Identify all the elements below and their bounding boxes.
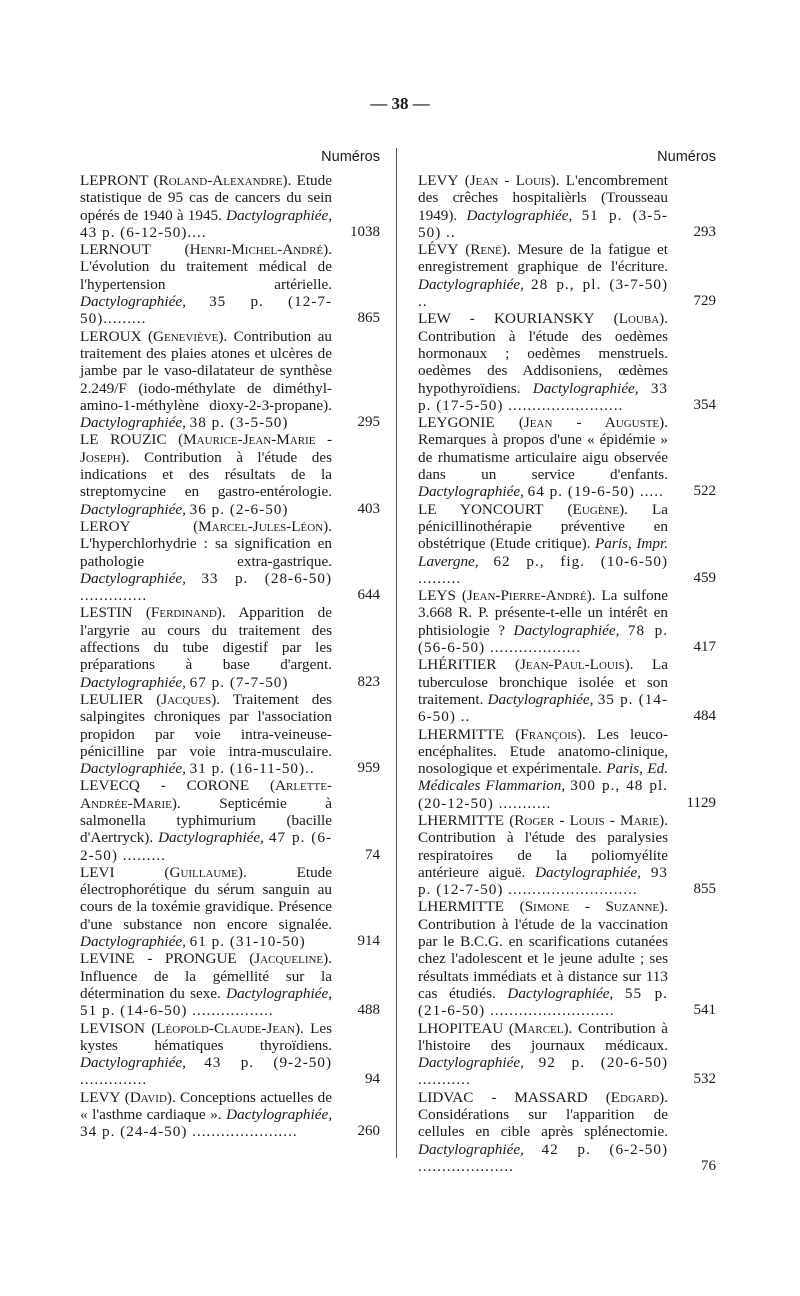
publication-info: Dactylographiée, bbox=[80, 569, 186, 587]
bibliography-entry bbox=[80, 864, 380, 950]
entry-details: 93 p. (12-7-50) ........................... bbox=[418, 863, 668, 899]
author-name: LEYGONIE bbox=[418, 414, 495, 432]
author-forenames: (Jacqueline). bbox=[249, 950, 333, 968]
bibliography-entry bbox=[418, 1089, 716, 1175]
entry-text: Remarques à propos d'une « épidémie » de rhumatisme articulaire aigu observée dans un service d'enfants. bbox=[418, 431, 668, 484]
entry-text: Contribution à l'étude des paralysies respiratoires de la poliomyélite antérieure aiguë. bbox=[418, 829, 668, 881]
publication-info: Dactylographiée, bbox=[418, 483, 524, 501]
entry-number: 484 bbox=[693, 708, 716, 725]
publication-info: Dactylographiée, bbox=[466, 206, 573, 224]
bibliography-entry bbox=[418, 1020, 716, 1089]
entry-number: 260 bbox=[357, 1123, 380, 1140]
author-forenames: (Guillaume). bbox=[164, 863, 247, 881]
entry-number: 417 bbox=[693, 639, 716, 656]
bibliography-entry bbox=[80, 172, 380, 241]
bibliography-entry bbox=[418, 587, 716, 656]
publication-info: Dactylographiée, bbox=[80, 933, 186, 951]
entry-text: Contribution à l'étude des oedèmes hormonaux ; oedèmes menstruels. oedèmes des Addisoniens, œdèmes hypothyroïdiens. bbox=[418, 327, 668, 397]
bibliography-entry bbox=[80, 950, 380, 1019]
entry-details: 38 p. (3-5-50) bbox=[189, 414, 289, 432]
entry-details: 33 p. (28-6-50) .............. bbox=[80, 569, 333, 605]
entry-text: L'encombrement des crêches hospitalièrls (Trousseau 1949). bbox=[418, 172, 669, 224]
entry-details: 28 p., pl. (3-7-50) .. bbox=[418, 275, 669, 311]
author-name: LEULIER bbox=[80, 690, 144, 708]
publication-info: Dactylographiée, bbox=[226, 1106, 333, 1124]
publication-info: Dactylographiée, bbox=[418, 1140, 524, 1158]
publication-info: Dactylographiée, bbox=[80, 293, 186, 311]
entry-text: Conceptions actuelles de « l'asthme cardiaque ». bbox=[80, 1088, 332, 1124]
bibliography-entry bbox=[80, 777, 380, 863]
entry-number: 94 bbox=[365, 1071, 380, 1088]
entry-number: 522 bbox=[693, 483, 716, 500]
author-name: LHÉRITIER bbox=[418, 656, 497, 674]
right-column bbox=[418, 145, 716, 1175]
author-name: LERNOUT bbox=[80, 241, 151, 259]
bibliography-entry bbox=[80, 1089, 380, 1141]
entry-number: 855 bbox=[693, 881, 716, 898]
entry-number: 541 bbox=[693, 1002, 716, 1019]
entry-number: 729 bbox=[693, 293, 716, 310]
publication-info: Dactylographiée, bbox=[507, 984, 614, 1002]
author-forenames: (Eugène). bbox=[567, 500, 628, 518]
entry-text: Traitement des salpingites chroniques par l'association propidon par voie intra-veineuse-pénicilline par voie intra-musculaire. bbox=[80, 690, 332, 760]
author-forenames: (Jean-Pierre-André). bbox=[461, 587, 596, 605]
bibliography-entry bbox=[418, 172, 716, 241]
author-name: LEROUX bbox=[80, 327, 142, 345]
entry-number: 1129 bbox=[686, 794, 716, 811]
author-name: LEYS bbox=[418, 587, 456, 605]
entry-text: Etude électrophorétique du sérum sanguin au cours de la toxémie gravidique. Présence d'une substance non encore signalée. bbox=[80, 863, 333, 933]
left-column-header: Numéros bbox=[321, 149, 380, 165]
publication-info: Dactylographiée, bbox=[80, 500, 186, 518]
entry-text: Septicémie à salmonella typhimurium (bacille d'Aertryck). bbox=[80, 794, 332, 847]
publication-info: Dactylographiée, bbox=[80, 760, 186, 778]
bibliography-entry bbox=[80, 241, 380, 327]
publication-info: Dactylographiée, bbox=[487, 690, 594, 708]
entry-text: L'hyperchlorhydrie : sa signification en pathologie extra-gastrique. bbox=[80, 535, 332, 570]
entry-details: 35 p. (14-6-50) .. bbox=[418, 690, 668, 726]
left-column bbox=[80, 145, 380, 1141]
author-name: LHERMITTE bbox=[418, 898, 505, 916]
author-name: LEVI bbox=[80, 863, 115, 881]
bibliography-entry bbox=[80, 691, 380, 777]
entry-number: 293 bbox=[693, 223, 716, 240]
publication-info: Dactylographiée, bbox=[532, 379, 639, 397]
entry-details: 51 p. (14-6-50) ................. bbox=[80, 1002, 274, 1020]
entry-number: 459 bbox=[693, 569, 716, 586]
entry-details: 61 p. (31-10-50) bbox=[189, 933, 306, 951]
entry-number: 1038 bbox=[350, 223, 380, 240]
bibliography-entry bbox=[418, 501, 716, 587]
author-name: LHOPITEAU bbox=[418, 1019, 504, 1037]
author-forenames: (Ferdinand). bbox=[145, 604, 226, 622]
author-forenames: (Jean - Louis). bbox=[464, 172, 560, 189]
entry-details: 31 p. (16-11-50).. bbox=[189, 760, 315, 778]
page-number: — 38 — bbox=[370, 94, 430, 113]
column-divider bbox=[396, 148, 397, 1158]
entry-text: La sulfone 3.668 R. P. présente-t-elle un intérêt en phtisiologie ? bbox=[418, 587, 669, 639]
bibliography-entry bbox=[80, 604, 380, 690]
author-name: LEROY bbox=[80, 517, 131, 535]
right-column-header: Numéros bbox=[657, 149, 716, 165]
entry-text: Contribution à l'étude de la vaccination par le B.C.G. en scarifications cutanées chez l'adolescent et le jeune adulte ; ses résultats immédiats et à distance sur 113 cas étudiés. bbox=[418, 915, 668, 1002]
bibliography-entry bbox=[418, 898, 716, 1019]
entry-details: 51 p. (3-5-50) .. bbox=[418, 206, 668, 241]
author-forenames: (Louba). bbox=[613, 310, 668, 328]
author-name: LÉVY bbox=[418, 241, 459, 259]
author-name: LEVECQ - CORONE bbox=[80, 777, 250, 795]
right-entries-list bbox=[418, 172, 716, 1175]
publication-info: Dactylographiée, bbox=[226, 984, 332, 1002]
entry-text: Considérations sur l'apparition de cellules en cible après splénectomie. bbox=[418, 1106, 668, 1141]
publication-info: Dactylographiée, bbox=[535, 863, 641, 881]
author-forenames: (Jacques). bbox=[156, 690, 221, 708]
entry-text: Contribution à l'histoire des journaux médicaux. bbox=[418, 1019, 668, 1054]
entry-number: 403 bbox=[357, 500, 380, 517]
entry-text: Influence de la gémellité sur la détermination du sexe. bbox=[80, 967, 332, 1002]
author-name: LHERMITTE bbox=[418, 725, 505, 743]
entry-details: 47 p. (6-2-50) ......... bbox=[80, 829, 333, 864]
author-name: LEVINE - PRONGUE bbox=[80, 950, 237, 968]
author-forenames: (Léopold-Claude-Jean). bbox=[151, 1019, 304, 1037]
publication-info: Dactylographiée, bbox=[418, 1054, 524, 1072]
entry-number: 76 bbox=[701, 1157, 716, 1174]
bibliography-entry bbox=[418, 414, 716, 500]
entry-details: 92 p. (20-6-50) ........... bbox=[418, 1054, 668, 1089]
publication-info: Dactylographiée, bbox=[513, 621, 620, 639]
author-forenames: (Arlette-Andrée-Marie). bbox=[80, 777, 332, 812]
bibliography-entry bbox=[418, 310, 716, 414]
bibliography-entry bbox=[418, 726, 716, 812]
entry-details: 35 p. (12-7-50)......... bbox=[80, 293, 332, 328]
bibliography-entry bbox=[80, 1020, 380, 1089]
publication-info: Dactylographiée, bbox=[80, 414, 186, 432]
entry-details: 62 p., fig. (10-6-50) ......... bbox=[418, 552, 669, 587]
entry-details: 67 p. (7-7-50) bbox=[189, 673, 289, 691]
author-forenames: (David). bbox=[124, 1088, 176, 1106]
entry-details: 34 p. (24-4-50) ...................... bbox=[80, 1123, 298, 1141]
entry-number: 488 bbox=[357, 1002, 380, 1019]
entry-details: 43 p. (6-12-50).... bbox=[80, 223, 207, 241]
entry-text: Etude statistique de 95 cas de cancers du sein opérés de 1940 à 1945. bbox=[80, 172, 332, 224]
entry-text: Mesure de la fatigue et enregistrement graphique de l'écriture. bbox=[418, 241, 669, 276]
entry-details: 36 p. (2-6-50) bbox=[189, 500, 289, 518]
entry-number: 959 bbox=[357, 760, 380, 777]
entry-details: 33 p. (17-5-50) ........................ bbox=[418, 379, 669, 414]
author-forenames: (Jean-Paul-Louis). bbox=[514, 656, 634, 674]
entry-details: 64 p. (19-6-50) ..... bbox=[527, 483, 664, 501]
entry-number: 644 bbox=[357, 587, 380, 604]
entry-details: 43 p. (9-2-50) .............. bbox=[80, 1054, 332, 1089]
bibliography-entry bbox=[80, 328, 380, 432]
author-forenames: (Simone - Suzanne). bbox=[519, 898, 668, 916]
author-forenames: (Henri-Michel-André). bbox=[184, 241, 332, 259]
entry-text: Les kystes hématiques thyroïdiens. bbox=[80, 1019, 333, 1054]
author-forenames: (Marcel). bbox=[508, 1019, 573, 1037]
author-name: LHERMITTE bbox=[418, 811, 505, 829]
author-forenames: (Maurice-Jean-Marie - Joseph). bbox=[80, 431, 332, 466]
publication-info: Dactylographiée, bbox=[80, 1054, 186, 1072]
entry-details: 300 p., 48 pl. (20-12-50) ........... bbox=[418, 777, 668, 812]
publication-info: Paris, Ed. Médicales Flammarion, bbox=[418, 760, 668, 795]
entry-details: 42 p. (6-2-50) .................... bbox=[418, 1140, 669, 1175]
entry-number: 914 bbox=[357, 933, 380, 950]
publication-info: Dactylographiée, bbox=[80, 673, 186, 691]
bibliography-entry bbox=[418, 656, 716, 725]
entry-number: 74 bbox=[365, 846, 380, 863]
publication-info: Dactylographiée, bbox=[226, 206, 332, 224]
author-forenames: (Geneviève). bbox=[147, 327, 228, 345]
author-forenames: (René). bbox=[465, 241, 511, 259]
entry-number: 532 bbox=[693, 1071, 716, 1088]
bibliography-entry bbox=[418, 241, 716, 310]
bibliography-entry bbox=[418, 812, 716, 898]
publication-info: Paris, Impr. Lavergne, bbox=[418, 535, 668, 570]
entry-text: L'évolution du traitement médical de l'hypertension artérielle. bbox=[80, 258, 332, 293]
publication-info: Dactylographiée, bbox=[418, 275, 524, 293]
author-forenames: (François). bbox=[515, 725, 586, 743]
author-name: LEW - KOURIANSKY bbox=[418, 310, 595, 328]
author-name: LEVISON bbox=[80, 1019, 145, 1037]
publication-info: Dactylographiée, bbox=[158, 829, 264, 847]
author-forenames: (Roger - Louis - Marie). bbox=[509, 811, 669, 829]
author-name: LE ROUZIC bbox=[80, 431, 167, 449]
author-forenames: (Edgard). bbox=[605, 1088, 669, 1106]
entry-text: Contribution à l'étude des indications et des résultats de la streptomycine en gastro-entérologie. bbox=[80, 448, 332, 501]
entry-number: 295 bbox=[357, 414, 380, 431]
entry-number: 865 bbox=[357, 310, 380, 327]
left-entries-list bbox=[80, 172, 380, 1141]
author-name: LEVY bbox=[418, 172, 459, 189]
entry-number: 354 bbox=[693, 396, 716, 413]
bibliography-entry bbox=[80, 431, 380, 517]
entry-text: La pénicillinothérapie préventive en obstétrique (Etude critique). bbox=[418, 500, 668, 553]
author-name: LEVY bbox=[80, 1088, 121, 1106]
entry-details: 78 p. (56-6-50) ................... bbox=[418, 621, 669, 657]
entry-text: Apparition de l'argyrie au cours du traitement des affections du tube digestif par les préparations à base d'argent. bbox=[80, 604, 332, 674]
entry-text: Les leuco-encéphalites. Etude anatomo-clinique, nosologique et expérimentale. bbox=[418, 725, 668, 778]
entry-details: 55 p. (21-6-50) .......................... bbox=[418, 984, 669, 1020]
entry-text: Contribution au traitement des plaies atones et ulcères de jambe par le vaso-dilatateur de synthèse 2.249/F (iodo-méthylate de diméthyl-amino-1-méthylène dioxy-2-3-propane). bbox=[80, 327, 332, 414]
author-name: LESTIN bbox=[80, 604, 133, 622]
author-name: LIDVAC - MASSARD bbox=[418, 1088, 588, 1106]
entry-text: La tuberculose bronchique isolée et son traitement. bbox=[418, 656, 668, 708]
bibliography-entry bbox=[80, 518, 380, 604]
author-name: LEPRONT bbox=[80, 172, 149, 189]
entry-number: 823 bbox=[357, 673, 380, 690]
author-name: LE YONCOURT bbox=[418, 500, 544, 518]
author-forenames: (Marcel-Jules-Léon). bbox=[193, 517, 332, 535]
author-forenames: (Roland-Alexandre). bbox=[153, 172, 292, 189]
author-forenames: (Jean - Auguste). bbox=[518, 414, 668, 432]
